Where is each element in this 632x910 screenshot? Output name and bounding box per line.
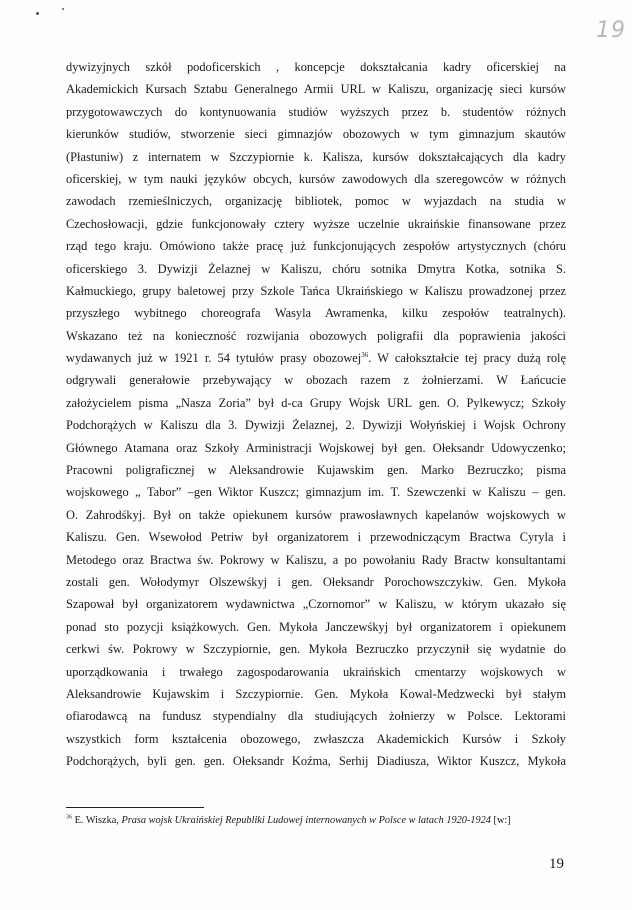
footnote-title: Prasa wojsk Ukraińskiej Republiki Ludowej internowanych w Polsce w latach 1920-1924 — [121, 815, 491, 826]
text-line: oficerskiego 3. Dywizji Żelaznej w Kaliszu, chóru sotnika Dmytra Kotka, sotnika S. — [66, 261, 566, 276]
text-line: przyszłego wybitnego choreografa Wasyla Awramenka, kilku zespołów teatralnych). — [66, 306, 566, 321]
text-line: Akademickich Kursach Sztabu Generalnego Armii URL w Kaliszu, organizację sieci kursów — [66, 82, 566, 97]
corner-page-mark: 19 — [596, 18, 626, 43]
text-segment: wydawanych już w 1921 r. 54 tytułów prasy obozowej — [66, 351, 362, 366]
text-line: Czechosłowacji, gdzie funkcjonowały cztery wyższe uczelnie ukraińskie finansowane przez — [66, 216, 566, 231]
text-segment: . W całokształcie tej pracy dużą rolę — [368, 351, 566, 366]
text-line: dywizyjnych szkół podoficerskich , koncepcje dokształcania kadry oficerskiej na — [66, 60, 566, 74]
footnote-divider — [66, 807, 204, 808]
text-line: Szapował był organizatorem wydawnictwa „Czornomor” w Kaliszu, w którym ukazało się — [66, 597, 566, 612]
text-line-with-footnote — [66, 347, 566, 369]
text-line: przygotowawczych do kontynuowania studiów wyższych przez b. studentów różnych — [66, 104, 566, 119]
body-text — [66, 56, 566, 773]
text-line: ofiarodawcą na fundusz stypendialny dla studiujących żołnierzy w Polsce. Lektorami — [66, 709, 566, 724]
text-line: Głównego Atamana oraz Szkoły Arministracji Wojskowej był gen. Ołeksandr Udowyczenko; — [66, 440, 566, 455]
text-line: Metodego oraz Bractwa św. Pokrowy w Kaliszu, a po powołaniu Rady Bractw konsultantami — [66, 552, 566, 567]
text-line: O. Zahrodśkyj. Był on także opiekunem kursów prawosławnych kapelanów wojskowych w — [66, 507, 566, 522]
text-line: zostali gen. Wołodymyr Olszewśkyj i gen. Ołeksandr Porochowszczykiw. Gen. Mykoła — [66, 574, 566, 589]
text-line: Wskazano też na konieczność rozwijania obozowych poligrafii dla poprawienia jakości — [66, 328, 566, 343]
text-line: Podchorążych w Kaliszu dla 3. Dywizji Żelaznej, 2. Dywizji Wołyńskiej i Wojsk Ochrony — [66, 418, 566, 433]
footnote-prefix: E. Wiszka, — [72, 815, 122, 826]
text-line: wojskowego „ Tabor” –gen Wiktor Kuszcz; gimnazjum im. T. Szewczenki w Kaliszu – gen. — [66, 485, 566, 500]
text-line: Podchorążych, byli gen. gen. Ołeksandr Koźma, Serhij Diadiusza, Wiktor Kuszcz, Mykoła — [66, 754, 566, 769]
text-line: cerkwi św. Pokrowy w Szczypiornie, gen. Mykoła Bezruczko przyczynił się wydatnie do — [66, 642, 566, 657]
footnote-reference: 36 — [361, 350, 369, 359]
text-line: zawodach rzemieślniczych, organizację bibliotek, pomoc w wyjazdach na studia w — [66, 194, 566, 209]
text-line: Aleksandrowie Kujawskim i Szczypiornie. Gen. Mykoła Kowal-Medzwecki był stałym — [66, 686, 566, 701]
text-line: wszystkich form kształcenia obozowego, zwłaszcza Akademickich Kursów i Szkoły — [66, 731, 566, 746]
text-line: założycielem pisma „Nasza Zoria” był d-ca Grupy Wojsk URL gen. O. Pylkewycz; Szkoły — [66, 395, 566, 410]
text-line: odgrywali generałowie przebywający w obozach razem z żołnierzami. W Łańcucie — [66, 373, 566, 388]
scan-speck — [62, 8, 64, 10]
text-line: rząd tego kraju. Omówiono także pracę już funkcjonujących zespołów artystycznych (chóru — [66, 239, 566, 254]
scan-speck — [36, 12, 39, 15]
footnote-number: 36 — [66, 814, 72, 821]
page-number: 19 — [549, 856, 564, 872]
text-line: Kałmuckiego, grupy baletowej przy Szkole Tańca Ukraińskiego w Kaliszu prowadzonej przez — [66, 283, 566, 298]
text-line: oficerskiej, w tym nauki języków obcych, kursów zawodowych dla szeregowców w różnych — [66, 171, 566, 186]
text-line: ponad sto pozycji książkowych. Gen. Mykoła Janczewśkyj był organizatorem i opiekunem — [66, 619, 566, 634]
text-line: (Płastuniw) z internatem w Szczypiornie k. Kalisza, kursów dokształcających dla kadry — [66, 149, 566, 164]
text-line: Pracowni poligraficznej w Aleksandrowie Kujawskim gen. Marko Bezruczko; pisma — [66, 463, 566, 478]
footnote — [66, 814, 576, 827]
text-line: Kaliszu. Gen. Wsewołod Petriw był organizatorem i przewodniczącym Bractwa Cyryla i — [66, 530, 566, 545]
footnote-suffix: [w:] — [490, 815, 511, 826]
text-line: uporządkowania i trwałego zagospodarowania ukraińskich cmentarzy wojskowych w — [66, 664, 566, 679]
text-line: kierunków studiów, stworzenie sieci gimnazjów obozowych w tym gimnazjum skautów — [66, 127, 566, 142]
